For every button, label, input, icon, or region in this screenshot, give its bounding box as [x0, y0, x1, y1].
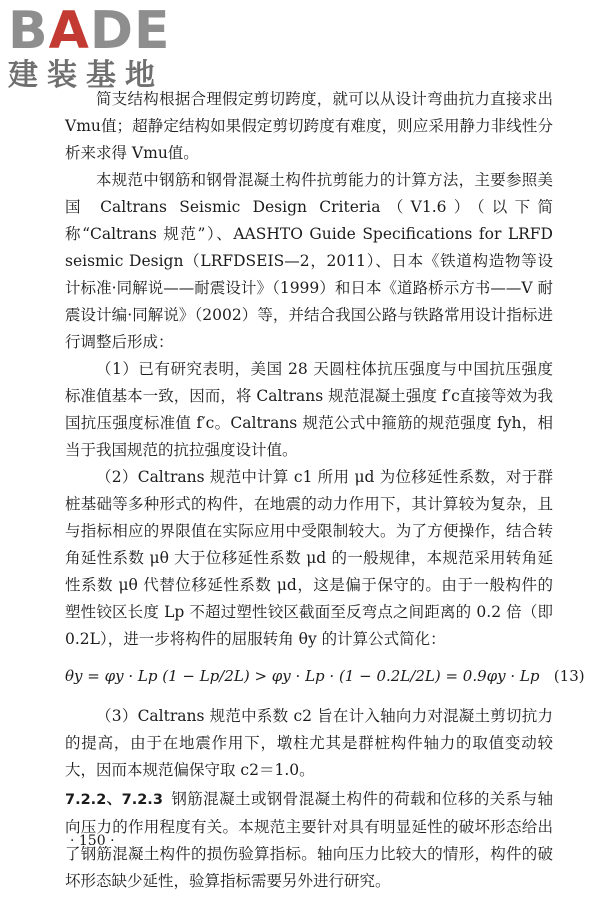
paragraph-4: （2）Caltrans 规范中计算 c1 所用 μd 为位移延性系数，对于群桩基础等多种形式的构件，在地震的动力作用下，其计算较为复杂，且与指标相应的界限值在实际应用中受限制较大。为了方便操作，结合转角延性系数 μθ 大于位移延性系数 μd 的一般规律，本规范采用转角延性系数 μθ 代替位移延性系数 μd，这是偏于保守的。由于一般构件的塑性铰区长度 Lp 不超过塑性铰区截面至反弯点之间距离的 0.2 倍（即 0.2L），进一步将构件的屈服转角 θy 的计算公式简化：	[65, 468, 553, 648]
section-number: 7.2.2、7.2.3	[65, 792, 163, 808]
bade-logo	[8, 1, 178, 93]
section-7-2-2	[65, 786, 553, 895]
formula-13	[65, 661, 585, 691]
logo-wordmark: BADE	[8, 1, 171, 61]
section-text: 钢筋混凝土或钢骨混凝土构件的荷载和位移的关系与轴向压力的作用程度有关。本规范主要针对具有明显延性的破坏形态给出了钢筋混凝土构件的损伤验算指标。轴向压力比较大的情形，构件的破坏形态缺少延性，验算指标需要另外进行研究。	[65, 790, 553, 890]
formula-number: (13)	[553, 667, 585, 685]
paragraph-5: （3）Caltrans 规范中系数 c2 旨在计入轴向力对混凝土剪切抗力的提高，由于在地震作用下，墩柱尤其是群桩构件轴力的取值变动较大，因而本规范偏保守取 c2＝1.0。	[65, 707, 553, 779]
document-body	[65, 86, 585, 895]
paragraph-2: 本规范中钢筋和钢骨混凝土构件抗剪能力的计算方法，主要参照美国 Caltrans Seismic Design Criteria（V1.6）（以下简称“Caltrans 规范”）、AASHTO Guide Specifications for LRFD seismic Design（LRFDSEIS—2，2011）、日本《铁道构造物等设计标准·同解说——耐震设计》（1999）和日本《道路桥示方书——V 耐震设计编·同解说》（2002）等，并结合我国公路与铁路常用设计指标进行调整后形成：	[65, 171, 553, 351]
paragraph-1: 简支结构根据合理假定剪切跨度，就可以从设计弯曲抗力直接求出 Vmu值；超静定结构如果假定剪切跨度有难度，则应采用静力非线性分析来求得 Vmu值。	[65, 90, 553, 162]
formula-expression: θy = φy · Lp (1 − Lp/2L) > φy · Lp · (1 − 0.2L/2L) = 0.9φy · Lp	[65, 667, 540, 685]
paragraph-3: （1）已有研究表明，美国 28 天圆柱体抗压强度与中国抗压强度标准值基本一致，因而，将 Caltrans 规范混凝土强度 f′c直接等效为我国抗压强度标准值 f′c。Caltrans 规范公式中箍筋的规范强度 fyh，相当于我国规范的抗拉强度设计值。	[65, 360, 553, 459]
logo-subtitle: 建装基地	[8, 58, 164, 93]
page-number: · 150 ·	[70, 833, 115, 849]
